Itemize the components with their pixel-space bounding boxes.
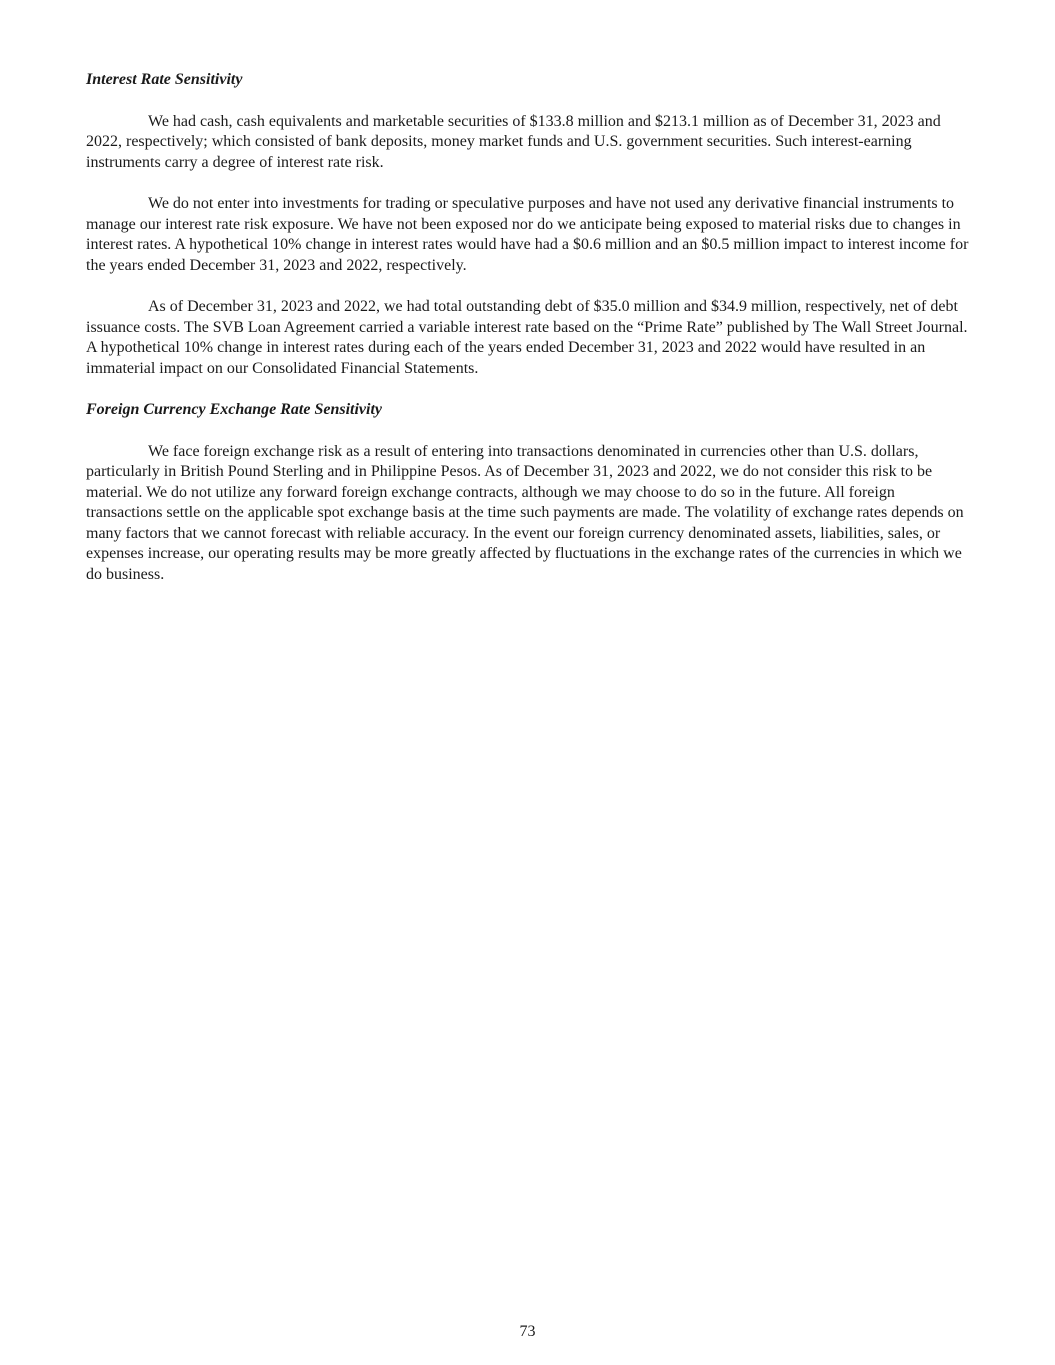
section-heading-interest-rate: Interest Rate Sensitivity [86,71,243,88]
document-page [86,66,970,585]
paragraph-outstanding-debt: As of December 31, 2023 and 2022, we had total outstanding debt of $35.0 million and $34.9 million, respectively, net of debt issuance costs. The SVB Loan Agreement carried a variable interest rate based on the “Prime Rate” published by The Wall Street Journal. A hypothetical 10% change in interest rates during each of the years ended December 31, 2023 and 2022 would have resulted in an immaterial impact on our Consolidated Financial Statements. [86,298,968,377]
paragraph-foreign-exchange: We face foreign exchange risk as a result of entering into transactions denominated in currencies other than U.S. dollars, particularly in British Pound Sterling and in Philippine Pesos. As of December 31, 2023 and 2022, we do not consider this risk to be material. We do not utilize any forward foreign exchange contracts, although we may choose to do so in the future. All foreign transactions settle on the applicable spot exchange basis at the time such payments are made. The volatility of exchange rates depends on many factors that we cannot forecast with reliable accuracy. In the event our foreign currency denominated assets, liabilities, sales, or expenses increase, our operating results may be more greatly affected by fluctuations in the exchange rates of the currencies in which we do business. [86,442,964,583]
section-heading-foreign-currency: Foreign Currency Exchange Rate Sensitivity [86,401,383,418]
page-number: 73 [519,1323,536,1340]
paragraph-cash-equivalents: We had cash, cash equivalents and marketable securities of $133.8 million and $213.1 million as of December 31, 2023 and 2022, respectively; which consisted of bank deposits, money market funds and U.S. government securities. Such interest-earning instruments carry a degree of interest rate risk. [86,112,941,171]
paragraph-investments: We do not enter into investments for trading or speculative purposes and have not used any derivative financial instruments to manage our interest rate risk exposure. We have not been exposed nor do we anticipate being exposed to material risks due to changes in interest rates. A hypothetical 10% change in interest rates would have had a $0.6 million and an $0.5 million impact to interest income for the years ended December 31, 2023 and 2022, respectively. [86,195,969,274]
